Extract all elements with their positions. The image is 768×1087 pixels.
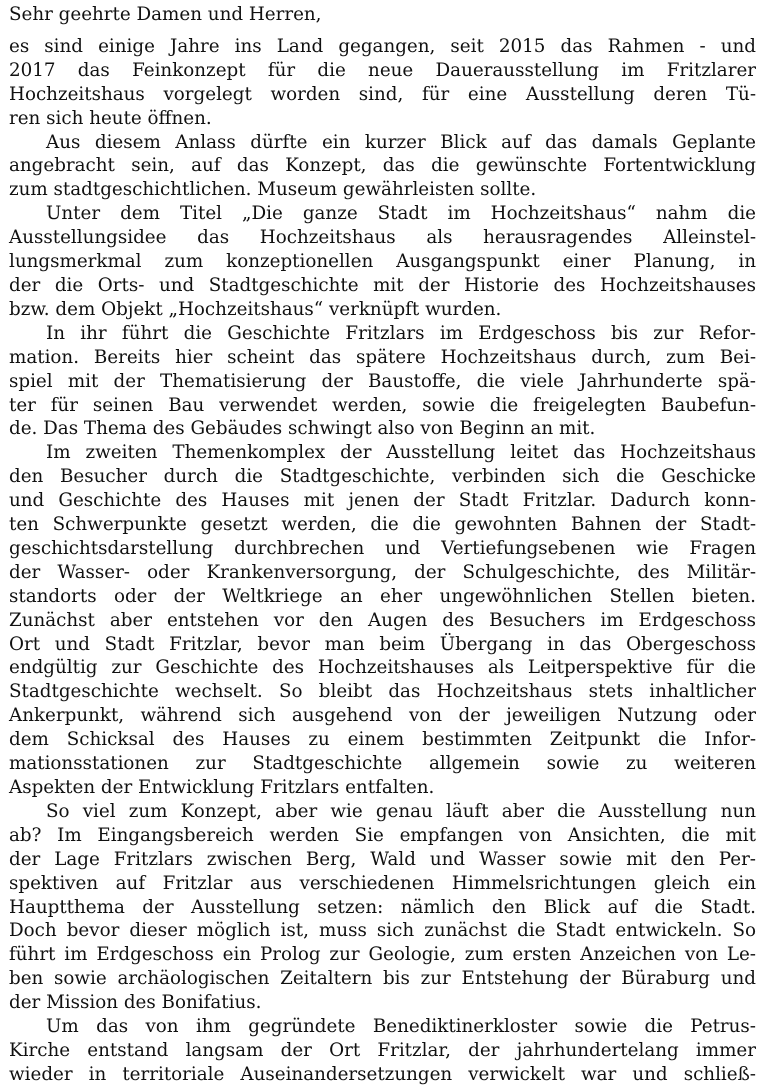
text-line: ren sich heute öffnen. (9, 107, 212, 129)
text-line: ten Schwerpunkte gesetzt werden, die die gewohnten Bahnen der Stadt- (9, 514, 756, 536)
text-line: Hauptthema der Ausstellung setzen: nämlich den Blick auf die Stadt. (9, 896, 756, 918)
text-line: Im zweiten Themenkomplex der Ausstellung leitet das Hochzeitshaus (46, 442, 756, 464)
paragraph-6 (9, 800, 756, 1015)
text-line: führt im Erdgeschoss ein Prolog zur Geologie, zum ersten Anzeichen von Le- (9, 944, 756, 966)
text-line: Zunächst aber entstehen vor den Augen des Besuchers im Erdgeschoss (9, 609, 756, 631)
text-line: Aspekten der Entwicklung Fritzlars entfalten. (9, 777, 435, 798)
paragraph-1 (9, 35, 756, 131)
text-line: ab? Im Eingangsbereich werden Sie empfangen von Ansichten, die mit (9, 824, 756, 846)
text-line: Ort und Stadt Fritzlar, bevor man beim Übergang in das Obergeschoss (9, 633, 756, 655)
text-line: standorts oder der Weltkriege an eher ungewöhnlichen Stellen bieten. (9, 585, 756, 607)
text-line: es sind einige Jahre ins Land gegangen, seit 2015 das Rahmen - und (9, 35, 756, 57)
text-line: bzw. dem Objekt „Hochzeitshaus“ verknüpft wurden. (9, 298, 502, 320)
text-line: Unter dem Titel „Die ganze Stadt im Hochzeitshaus“ nahm die (46, 203, 756, 225)
text-line: der Wasser- oder Krankenversorgung, der Schulgeschichte, des Militär- (9, 561, 756, 583)
text-line: dem Schicksal des Hauses zu einem bestimmten Zeitpunkt die Infor- (9, 729, 756, 751)
text-line: und Geschichte des Hauses mit jenen der Stadt Fritzlar. Dadurch konn- (9, 490, 756, 512)
text-line: wieder in territoriale Auseinandersetzungen verwickelt war und schließ- (9, 1063, 756, 1085)
text-line: Doch bevor dieser möglich ist, muss sich zunächst die Stadt entwickeln. So (9, 920, 756, 942)
paragraph-2 (9, 131, 756, 203)
text-line: angebracht sein, auf das Konzept, das die gewünschte Fortentwicklung (9, 155, 756, 177)
text-line: geschichtsdarstellung durchbrechen und Vertiefungsebenen wie Fragen (9, 537, 756, 559)
paragraph-7 (9, 1015, 756, 1087)
text-line: Stadtgeschichte wechselt. So bleibt das Hochzeitshaus stets inhaltlicher (9, 681, 756, 703)
text-line: der Lage Fritzlars zwischen Berg, Wald und Wasser sowie mit den Per- (9, 848, 756, 870)
text-line: Hochzeitshaus vorgelegt worden sind, für eine Ausstellung deren Tü- (9, 83, 756, 105)
text-line: den Besucher durch die Stadtgeschichte, verbinden sich die Geschicke (9, 466, 756, 488)
text-line: Kirche entstand langsam der Ort Fritzlar, der jahrhundertelang immer (9, 1039, 756, 1061)
paragraph-3 (9, 202, 756, 322)
text-line: spektiven auf Fritzlar aus verschiedenen Himmelsrichtungen gleich ein (9, 872, 756, 894)
text-line: In ihr führt die Geschichte Fritzlars im Erdgeschoss bis zur Refor- (46, 322, 756, 344)
letter-body (9, 35, 756, 1087)
salutation: Sehr geehrte Damen und Herren, (9, 4, 322, 25)
text-line: Ankerpunkt, während sich ausgehend von der jeweiligen Nutzung oder (9, 705, 756, 727)
text-line: 2017 das Feinkonzept für die neue Dauerausstellung im Fritzlarer (9, 59, 756, 81)
text-line: mation. Bereits hier scheint das spätere Hochzeitshaus durch, zum Bei- (9, 346, 756, 368)
text-line: ter für seinen Bau verwendet werden, sowie die freigelegten Baubefun- (9, 394, 756, 416)
text-line: endgültig zur Geschichte des Hochzeitshauses als Leitperspektive für die (9, 657, 756, 679)
text-line: de. Das Thema des Gebäudes schwingt also von Beginn an mit. (9, 418, 596, 440)
paragraph-4 (9, 322, 756, 442)
paragraph-5 (9, 441, 756, 800)
text-line: So viel zum Konzept, aber wie genau läuft aber die Ausstellung nun (46, 800, 756, 822)
text-line: lungsmerkmal zum konzeptionellen Ausgangspunkt einer Planung, in (9, 251, 756, 273)
text-line: Aus diesem Anlass dürfte ein kurzer Blick auf das damals Geplante (46, 131, 756, 153)
text-line: ben sowie archäologischen Zeitaltern bis zur Entstehung der Büraburg und (9, 968, 756, 990)
text-line: der die Orts- und Stadtgeschichte mit der Historie des Hochzeitshauses (9, 274, 756, 296)
text-line: mationsstationen zur Stadtgeschichte allgemein sowie zu weiteren (9, 753, 756, 775)
text-line: der Mission des Bonifatius. (9, 992, 262, 1014)
text-line: zum stadtgeschichtlichen. Museum gewährleisten sollte. (9, 179, 537, 201)
text-line: spiel mit der Thematisierung der Baustoffe, die viele Jahrhunderte spä- (9, 370, 756, 392)
text-line: Um das von ihm gegründete Benediktinerkloster sowie die Petrus- (46, 1016, 756, 1038)
text-line: Ausstellungsidee das Hochzeitshaus als herausragendes Alleinstel- (9, 227, 756, 249)
